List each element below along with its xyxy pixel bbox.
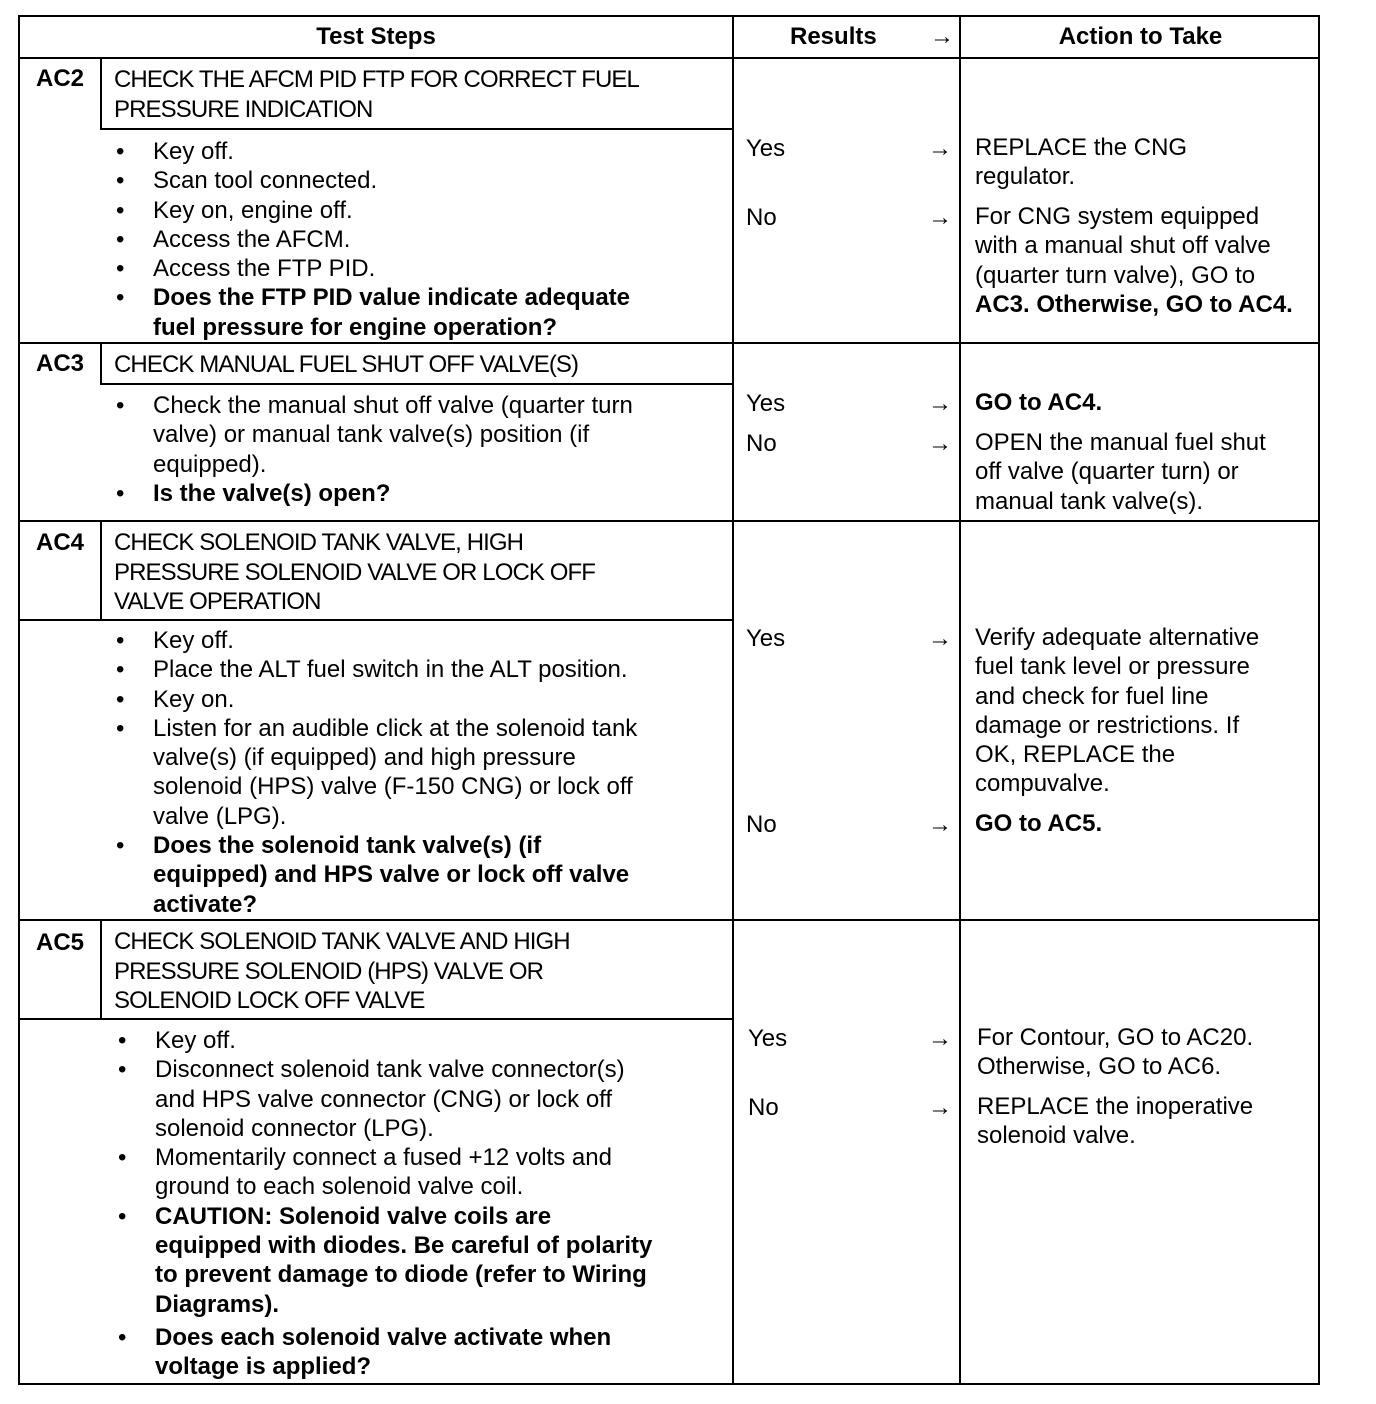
title-rule [20,619,732,621]
title-rule [100,128,732,130]
step-id: AC2 [35,65,84,92]
row-rule [20,520,1318,522]
step-instructions [116,391,633,508]
step-instructions [118,1026,653,1382]
list-item: • Scan tool connected. [116,167,378,195]
result-arrow: → [928,811,952,838]
result-arrow: → [928,1094,952,1121]
result-arrow: → [928,1025,952,1052]
list-item: • Listen for an audible click at the solenoid tank valve(s) (if equipped) and high pressure solenoid (HPS) valve (F-150 CNG) or lock off valve (LPG). [116,714,638,830]
result-no: No [746,430,777,457]
list-item: • Momentarily connect a fused +12 volts and ground to each solenoid valve coil. [118,1144,612,1201]
list-item: • Check the manual shut off valve (quarter turn valve) or manual tank valve(s) position (if equipped). [116,392,633,478]
result-yes: Yes [748,1025,788,1052]
action-text: Verify adequate alternative fuel tank level or pressure and check for fuel line damage or restrictions. If OK, REPLACE the compuvalve. [975,624,1260,798]
id-divider [100,57,102,129]
list-item: • Key on. [116,685,235,713]
step-title: CHECK SOLENOID TANK VALVE, HIGH PRESSURE SOLENOID VALVE OR LOCK OFF VALVE OPERATION [114,529,596,615]
list-item: • Place the ALT fuel switch in the ALT position. [116,656,628,684]
list-item: • Access the FTP PID. [116,255,376,283]
result-arrow: → [928,204,952,231]
step-instructions [116,626,638,919]
step-id: AC4 [35,529,84,556]
id-divider [100,919,102,1019]
column-divider-action [959,17,961,1383]
list-item: • Key off. [118,1027,236,1054]
step-title: CHECK MANUAL FUEL SHUT OFF VALVE(S) [114,351,579,378]
id-divider [100,342,102,384]
result-yes: Yes [746,135,786,162]
list-item: • Does the FTP PID value indicate adequate fuel pressure for engine operation? [116,284,631,341]
action-text: OPEN the manual fuel shut off valve (quarter turn) or manual tank valve(s). [975,429,1266,515]
result-arrow: → [928,135,952,162]
result-yes: Yes [746,390,786,417]
list-item: • Does the solenoid tank valve(s) (if equipped) and HPS valve or lock off valve activate? [116,832,630,918]
step-id: AC3 [35,350,84,377]
list-item: • Key off. [116,138,234,165]
header-results: Results [790,23,877,50]
list-item: • Access the AFCM. [116,225,351,253]
action-text: For CNG system equipped with a manual shut off valve (quarter turn valve), GO to AC3. Otherwise, GO to AC4. [975,203,1293,318]
header-action-to-take: Action to Take [1058,23,1223,50]
id-divider [100,520,102,620]
diagnostic-table [18,15,1320,1385]
list-item: • Does each solenoid valve activate when voltage is applied? [118,1323,612,1381]
action-text: REPLACE the CNG regulator. [975,134,1188,191]
result-arrow: → [928,625,952,652]
header-rule [20,57,1318,59]
result-arrow: → [928,390,952,417]
header-results-arrow: → [930,23,954,50]
step-id: AC5 [35,929,84,956]
result-no: No [746,204,777,231]
list-item: • Key on, engine off. [116,196,353,224]
list-item: • Disconnect solenoid tank valve connector(s) and HPS valve connector (CNG) or lock off solenoid connector (LPG). [118,1056,625,1142]
list-item: • Is the valve(s) open? [116,479,391,507]
header-test-steps: Test Steps [316,23,436,50]
step-title: CHECK THE AFCM PID FTP FOR CORRECT FUEL PRESSURE INDICATION [114,66,639,123]
row-rule [20,919,1318,921]
result-yes: Yes [746,625,786,652]
action-text: REPLACE the inoperative solenoid valve. [977,1093,1254,1150]
step-instructions [116,137,631,342]
step-title: CHECK SOLENOID TANK VALVE AND HIGH PRESSURE SOLENOID (HPS) VALVE OR SOLENOID LOCK OFF VALVE [114,928,570,1014]
column-divider-results [732,17,734,1383]
result-no: No [746,811,777,838]
result-no: No [748,1094,779,1121]
result-arrow: → [928,430,952,457]
action-text: GO to AC4. [975,389,1103,416]
title-rule [100,383,732,385]
row-rule [20,342,1318,344]
title-rule [20,1018,732,1020]
list-item: • CAUTION: Solenoid valve coils are equipped with diodes. Be careful of polarity to prevent damage to diode (refer to Wiring Diagrams). [118,1202,653,1318]
list-item: • Key off. [116,627,234,654]
action-text: For Contour, GO to AC20. Otherwise, GO to AC6. [977,1024,1254,1081]
action-text: GO to AC5. [975,810,1103,837]
